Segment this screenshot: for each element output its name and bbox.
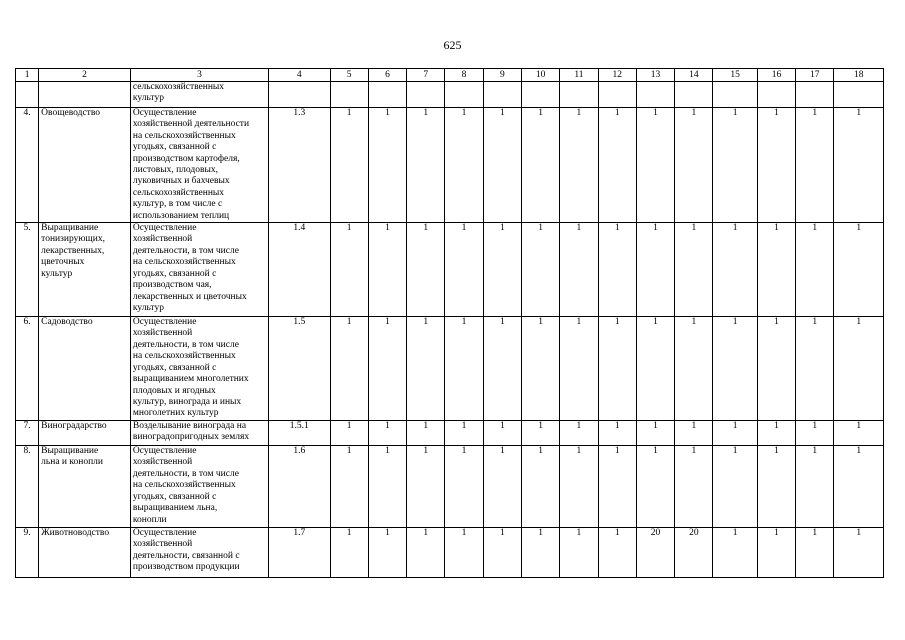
value-cell: 1 xyxy=(598,108,636,223)
land-use-code-cell: 1.4 xyxy=(269,223,330,317)
table-row xyxy=(16,446,884,528)
column-number-2: 2 xyxy=(39,69,131,82)
table-row xyxy=(16,223,884,317)
value-cell: 20 xyxy=(675,528,713,578)
value-cell: 1 xyxy=(796,223,834,317)
value-cell: 1 xyxy=(407,421,445,446)
value-cell: 1 xyxy=(713,223,757,317)
column-number-8: 8 xyxy=(445,69,483,82)
value-cell: 1 xyxy=(675,317,713,421)
value-cell: 1 xyxy=(445,446,483,528)
column-number-1: 1 xyxy=(16,69,39,82)
value-cell: 1 xyxy=(713,421,757,446)
value-cell: 1 xyxy=(636,421,674,446)
column-number-14: 14 xyxy=(675,69,713,82)
value-cell: 1 xyxy=(598,446,636,528)
value-cell: 1 xyxy=(757,108,795,223)
value-cell: 1 xyxy=(445,223,483,317)
value-cell: 1 xyxy=(675,223,713,317)
value-cell: 1 xyxy=(521,446,559,528)
value-cell: 1 xyxy=(445,528,483,578)
column-number-13: 13 xyxy=(636,69,674,82)
value-cell xyxy=(483,82,521,108)
value-cell: 1 xyxy=(521,528,559,578)
column-number-row xyxy=(16,69,884,82)
value-cell: 1 xyxy=(757,446,795,528)
value-cell: 1 xyxy=(521,223,559,317)
value-cell: 1 xyxy=(483,317,521,421)
value-cell: 1 xyxy=(636,317,674,421)
value-cell: 1 xyxy=(368,108,406,223)
value-cell: 1 xyxy=(675,421,713,446)
land-use-description-cell: Осуществление хозяйственной деятельности, в том числе на сельскохозяйственных угодьях, связанной с выращиванием многолетних плодовых и ягодных культур, винограда и иных многолетних культур xyxy=(130,317,268,421)
page-number: 625 xyxy=(443,38,462,52)
value-cell: 1 xyxy=(368,446,406,528)
value-cell: 1 xyxy=(560,421,598,446)
column-number-10: 10 xyxy=(521,69,559,82)
value-cell: 1 xyxy=(598,317,636,421)
column-number-4: 4 xyxy=(269,69,330,82)
value-cell: 1 xyxy=(368,223,406,317)
value-cell: 1 xyxy=(834,317,884,421)
value-cell: 1 xyxy=(368,528,406,578)
land-use-description-cell: Осуществление хозяйственной деятельности, в том числе на сельскохозяйственных угодьях, связанной с выращиванием льна, конопли xyxy=(130,446,268,528)
value-cell xyxy=(330,82,368,108)
value-cell: 1 xyxy=(407,108,445,223)
land-use-code-cell: 1.3 xyxy=(269,108,330,223)
value-cell: 1 xyxy=(598,421,636,446)
value-cell xyxy=(521,82,559,108)
value-cell: 1 xyxy=(598,223,636,317)
row-number-cell: 6. xyxy=(16,317,39,421)
value-cell xyxy=(796,82,834,108)
value-cell: 1 xyxy=(834,421,884,446)
value-cell: 1 xyxy=(368,317,406,421)
value-cell xyxy=(407,82,445,108)
value-cell: 1 xyxy=(834,108,884,223)
value-cell: 1 xyxy=(483,446,521,528)
table-row xyxy=(16,108,884,223)
value-cell: 1 xyxy=(330,223,368,317)
value-cell: 1 xyxy=(407,446,445,528)
land-use-name-cell: Садоводство xyxy=(39,317,131,421)
row-number-cell xyxy=(16,82,39,108)
value-cell: 20 xyxy=(636,528,674,578)
column-number-16: 16 xyxy=(757,69,795,82)
value-cell: 1 xyxy=(757,528,795,578)
value-cell: 1 xyxy=(757,421,795,446)
column-number-6: 6 xyxy=(368,69,406,82)
classification-table xyxy=(15,68,884,578)
value-cell: 1 xyxy=(330,108,368,223)
value-cell: 1 xyxy=(521,317,559,421)
value-cell: 1 xyxy=(713,108,757,223)
land-use-code-cell xyxy=(269,82,330,108)
column-number-11: 11 xyxy=(560,69,598,82)
value-cell: 1 xyxy=(636,446,674,528)
value-cell: 1 xyxy=(757,317,795,421)
value-cell: 1 xyxy=(521,108,559,223)
value-cell: 1 xyxy=(675,446,713,528)
value-cell: 1 xyxy=(560,108,598,223)
table-row xyxy=(16,528,884,578)
table-row xyxy=(16,421,884,446)
value-cell: 1 xyxy=(521,421,559,446)
land-use-name-cell: Выращивание тонизирующих, лекарственных, цветочных культур xyxy=(39,223,131,317)
land-use-code-cell: 1.5 xyxy=(269,317,330,421)
value-cell: 1 xyxy=(330,317,368,421)
value-cell: 1 xyxy=(796,528,834,578)
value-cell: 1 xyxy=(796,446,834,528)
value-cell: 1 xyxy=(636,108,674,223)
value-cell: 1 xyxy=(796,108,834,223)
value-cell xyxy=(834,82,884,108)
value-cell: 1 xyxy=(330,528,368,578)
land-use-name-cell xyxy=(39,82,131,108)
row-number-cell: 4. xyxy=(16,108,39,223)
column-number-9: 9 xyxy=(483,69,521,82)
row-number-cell: 5. xyxy=(16,223,39,317)
column-number-5: 5 xyxy=(330,69,368,82)
land-use-description-cell: Осуществление хозяйственной деятельности, в том числе на сельскохозяйственных угодьях, связанной с производством чая, лекарственных и цветочных культур xyxy=(130,223,268,317)
value-cell: 1 xyxy=(757,223,795,317)
value-cell: 1 xyxy=(407,528,445,578)
land-use-name-cell: Виноградарство xyxy=(39,421,131,446)
value-cell: 1 xyxy=(483,528,521,578)
value-cell xyxy=(368,82,406,108)
value-cell: 1 xyxy=(834,446,884,528)
row-number-cell: 9. xyxy=(16,528,39,578)
land-use-description-cell: сельскохозяйственных культур xyxy=(130,82,268,108)
land-use-name-cell: Животноводство xyxy=(39,528,131,578)
land-use-description-cell: Возделывание винограда на виноградопригодных землях xyxy=(130,421,268,446)
value-cell: 1 xyxy=(796,317,834,421)
value-cell: 1 xyxy=(407,223,445,317)
column-number-12: 12 xyxy=(598,69,636,82)
land-use-code-cell: 1.5.1 xyxy=(269,421,330,446)
value-cell: 1 xyxy=(636,223,674,317)
table-row xyxy=(16,317,884,421)
value-cell xyxy=(636,82,674,108)
value-cell: 1 xyxy=(483,108,521,223)
value-cell xyxy=(713,82,757,108)
value-cell: 1 xyxy=(713,317,757,421)
value-cell xyxy=(675,82,713,108)
value-cell: 1 xyxy=(330,446,368,528)
column-number-3: 3 xyxy=(130,69,268,82)
value-cell: 1 xyxy=(445,421,483,446)
column-number-15: 15 xyxy=(713,69,757,82)
value-cell: 1 xyxy=(483,223,521,317)
value-cell: 1 xyxy=(713,528,757,578)
table-row xyxy=(16,82,884,108)
column-number-17: 17 xyxy=(796,69,834,82)
land-use-code-cell: 1.7 xyxy=(269,528,330,578)
value-cell xyxy=(598,82,636,108)
column-number-7: 7 xyxy=(407,69,445,82)
value-cell: 1 xyxy=(560,317,598,421)
value-cell xyxy=(757,82,795,108)
land-use-description-cell: Осуществление хозяйственной деятельности, связанной с производством продукции xyxy=(130,528,268,578)
land-use-code-cell: 1.6 xyxy=(269,446,330,528)
value-cell: 1 xyxy=(560,528,598,578)
value-cell: 1 xyxy=(407,317,445,421)
value-cell: 1 xyxy=(834,528,884,578)
value-cell: 1 xyxy=(560,446,598,528)
value-cell: 1 xyxy=(368,421,406,446)
value-cell: 1 xyxy=(330,421,368,446)
value-cell: 1 xyxy=(713,446,757,528)
row-number-cell: 7. xyxy=(16,421,39,446)
value-cell: 1 xyxy=(445,108,483,223)
value-cell xyxy=(560,82,598,108)
value-cell: 1 xyxy=(560,223,598,317)
value-cell: 1 xyxy=(675,108,713,223)
value-cell: 1 xyxy=(796,421,834,446)
land-use-name-cell: Выращивание льна и конопли xyxy=(39,446,131,528)
value-cell: 1 xyxy=(483,421,521,446)
row-number-cell: 8. xyxy=(16,446,39,528)
value-cell xyxy=(445,82,483,108)
value-cell: 1 xyxy=(445,317,483,421)
value-cell: 1 xyxy=(834,223,884,317)
land-use-description-cell: Осуществление хозяйственной деятельности на сельскохозяйственных угодьях, связанной с производством картофеля, листовых, плодовых, луковичных и бахчевых сельскохозяйственных культур, в том числе с использованием теплиц xyxy=(130,108,268,223)
land-use-name-cell: Овощеводство xyxy=(39,108,131,223)
column-number-18: 18 xyxy=(834,69,884,82)
value-cell: 1 xyxy=(598,528,636,578)
